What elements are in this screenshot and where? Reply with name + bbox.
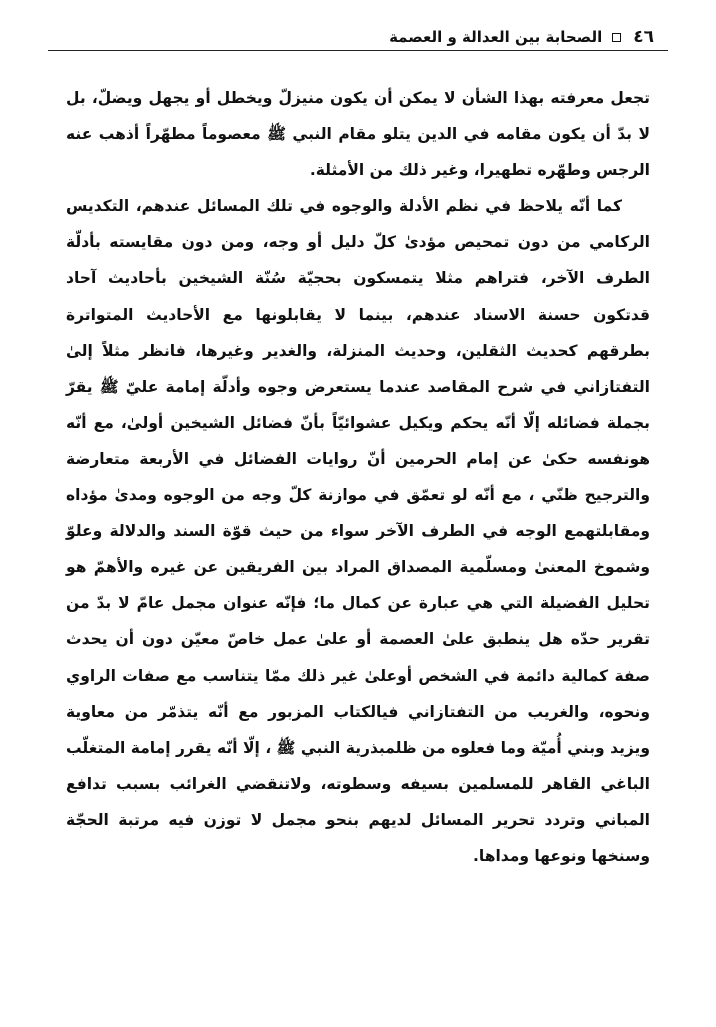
book-title: الصحابة بين العدالة و العصمة — [389, 28, 603, 46]
paragraph: كما أنّه يلاحظ في نظم الأدلة والوجوه في تلك المسائل عندهم، التكديس الركامي من دون تمحيص مؤدىٰ كلّ دليل أو وجه، ومن دون مقايسته بأدلّة الطرف الآخر، فتراهم مثلا يتمسكون بحجيّة سُنّة الشيخين بأحاديث آحاد قدتكون حسنة الاسناد عندهم، بينما لا يقابلونها مع الأحاديث المتواترة بطرقهم كحديث الثقلين، وحديث المنزلة، والغدير وغيرها، فانظر مثلاً إلىٰ التفتازاني في شرح المقاصد عندما يستعرض وجوه وأدلّة إمامة عليّ ﷺ يقرّ بجملة فضائله إلّا أنّه يحكم ويكيل عشوائيّاً بأنّ فضائل الشيخين أولىٰ، مع أنّه هونفسه حكىٰ عن إمام الحرمين أنّ روايات الفضائل في الأربعة متعارضة والترجيح ظنّي ، مع أنّه لو تعمّق في موازنة كلّ وجه من الوجوه ومدىٰ مؤداه ومقابلتهمع الوجه في الطرف الآخر سواء من حيث قوّة السند والدلالة وعلوّ وشموخ المعنىٰ ومسلّمية المصداق المراد بين الفريقين عن غيره والأهمّ هو تحليل الفضيلة التي هي عبارة عن كمال ما؛ فإنّه عنوان مجمل عامّ لا بدّ من تقرير حدّه هل ينطبق علىٰ العصمة أو علىٰ عمل خاصّ معيّن دون أن يحدث صفة كمالية دائمة في الشخص أوعلىٰ غير ذلك ممّا يتناسب مع صفات الراوي ونحوه، والغريب من التفتازاني فيالكتاب المزبور مع أنّه يتذمّر من معاوية ويزيد وبني أُميّة وما فعلوه من ظلمبذرية النبي ﷺ ، إلّا أنّه يقرر إمامة المتغلّب الباغي القاهر للمسلمين بسيفه وسطوته، ولاتنقضي الغرائب بسبب تدافع المباني وتردد تحرير المسائل لديهم بنحو مجمل لا توزن فيه مرتبة الحجّة وسنخها ونوعها ومداها. — [66, 197, 650, 865]
header-divider — [48, 50, 668, 51]
running-header — [50, 24, 654, 50]
paragraph: تجعل معرفته بهذا الشأن لا يمكن أن يكون منيزلّ ويخطل أو يجهل ويضلّ، بل لا بدّ أن يكون مقامه في الدين يتلو مقام النبي ﷺ معصوماً مطهّراً أذهب عنه الرجس وطهّره تطهيرا، وغير ذلك من الأمثلة. — [66, 89, 650, 180]
page-number: ٤٦ — [633, 27, 654, 47]
square-separator-icon — [612, 33, 621, 42]
body-text — [66, 80, 650, 874]
